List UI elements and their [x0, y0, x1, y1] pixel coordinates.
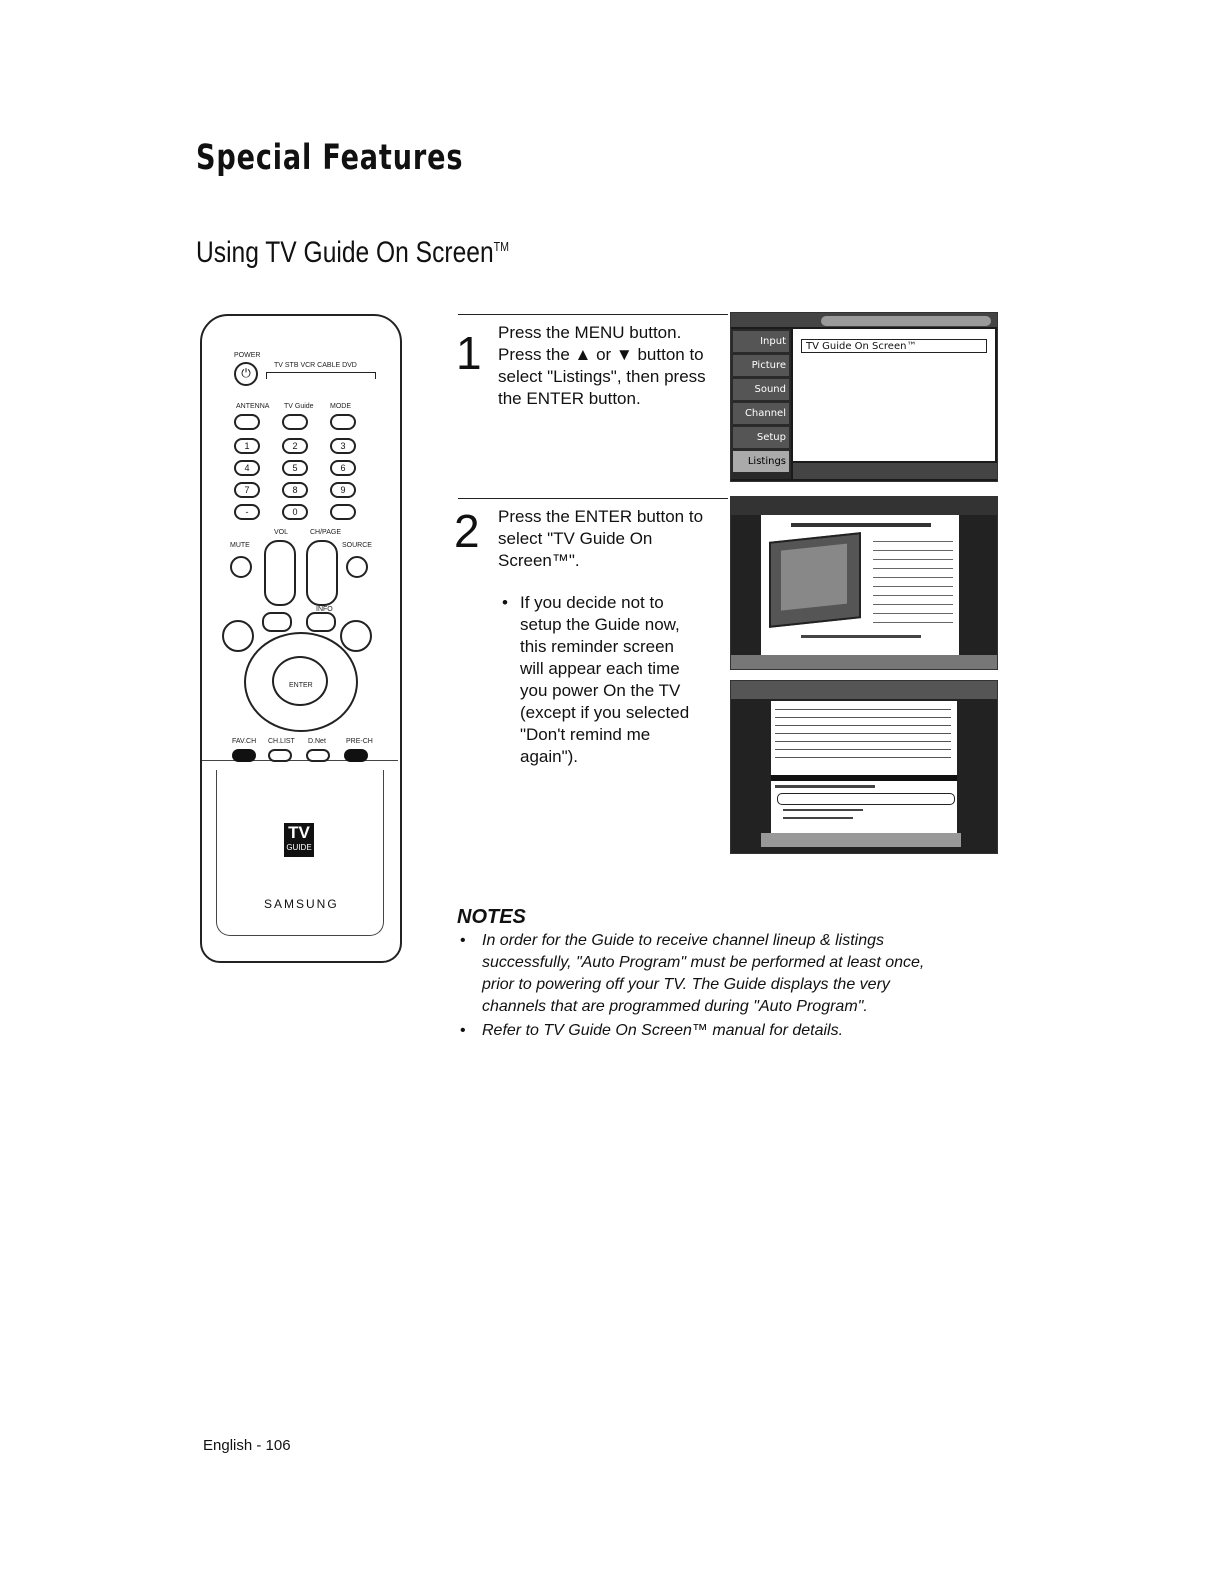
menu-item-sound: Sound: [733, 379, 789, 400]
reminder-question: [775, 785, 875, 788]
digit-button: 9: [330, 482, 356, 498]
menu-item-picture: Picture: [733, 355, 789, 376]
vol-rocker: [264, 540, 296, 606]
remote-divider: [202, 760, 398, 761]
digit-button: 1: [234, 438, 260, 454]
welcome-bottom-bar: [731, 655, 997, 669]
digit-button: 3: [330, 438, 356, 454]
welcome-footer-line: [801, 635, 921, 638]
step2-rule: [458, 498, 728, 499]
menu-item-input: Input: [733, 331, 789, 352]
enter-label: ENTER: [289, 682, 313, 689]
reminder-text-lines: [775, 705, 951, 761]
note-item-2: • Refer to TV Guide On Screen™ manual for details.: [482, 1020, 843, 1042]
prech-label: PRE-CH: [346, 738, 373, 745]
menu-sidebar: [731, 329, 791, 479]
reminder-option-selected: [777, 793, 955, 805]
info-label: INFO: [316, 606, 333, 613]
page-subtitle: Using TV Guide On Screen™: [196, 236, 510, 269]
digit-button: 0: [282, 504, 308, 520]
digit-button: 7: [234, 482, 260, 498]
welcome-heading-bar: [791, 523, 931, 527]
step1-rule: [458, 314, 728, 315]
exit-key: [340, 620, 372, 652]
digit-button: 2: [282, 438, 308, 454]
mode-label: MODE: [330, 403, 351, 410]
antenna-label: ANTENNA: [236, 403, 270, 410]
bullet-dot-icon: •: [502, 593, 508, 612]
vol-label: VOL: [274, 529, 289, 536]
page-footer: English - 106: [203, 1437, 291, 1454]
antenna-button: [234, 414, 260, 430]
notes-title: NOTES: [457, 906, 526, 928]
menu-content: [793, 329, 995, 461]
mode-indicator: [266, 372, 376, 379]
source-button: [346, 556, 368, 578]
tvguide-logo: TV GUIDE: [284, 823, 314, 857]
welcome-text-lines: [873, 537, 953, 627]
tv-set-illustration: [769, 532, 861, 628]
note-item-1: • In order for the Guide to receive channel lineup & listings successfully, "Auto Program" must be performed at least once, prior to powering off your TV. The Guide displays the very channels that are programmed during "Auto Program".: [460, 932, 925, 1015]
step2-text: Press the ENTER button to select "TV Guide On Screen™".: [498, 507, 704, 570]
menu-screenshot: [730, 312, 998, 482]
ch-rocker: [306, 540, 338, 606]
info-key: [306, 612, 336, 632]
reminder-divider: [771, 775, 957, 781]
bullet-dot-icon: •: [460, 932, 466, 949]
digit-button: 4: [234, 460, 260, 476]
menu-item-setup: Setup: [733, 427, 789, 448]
digit-button: 5: [282, 460, 308, 476]
welcome-screenshot: [730, 496, 998, 670]
mode-button: [330, 414, 356, 430]
favch-label: FAV.CH: [232, 738, 257, 745]
menu-item-listings: Listings: [733, 451, 789, 472]
prech-key: [330, 504, 356, 520]
reminder-option-later: [783, 809, 863, 811]
menu-selected-item: TV Guide On Screen™: [801, 339, 987, 353]
dnet-label: D.Net: [308, 738, 326, 745]
step1-text: Press the MENU button. Press the ▲ or ▼ button to select "Listings", then press the ENTER button.: [498, 323, 706, 408]
menu-key: [222, 620, 254, 652]
reminder-bottom-bar: [761, 833, 961, 847]
reminder-top-bar: [731, 681, 997, 699]
mode-labels: TV STB VCR CABLE DVD: [274, 362, 357, 369]
chlist-label: CH.LIST: [268, 738, 295, 745]
mute-button: [230, 556, 252, 578]
favch-button: [232, 749, 256, 762]
dnet-button: [306, 749, 330, 762]
power-button: ⏻: [234, 362, 258, 386]
tvguide-key: [262, 612, 292, 632]
brand-name: SAMSUNG: [264, 897, 339, 911]
chpage-label: CH/PAGE: [310, 529, 341, 536]
mute-label: MUTE: [230, 542, 250, 549]
digit-button: 8: [282, 482, 308, 498]
menu-item-channel: Channel: [733, 403, 789, 424]
enter-button: [272, 656, 328, 706]
menu-highlight-bar: [821, 316, 991, 326]
menu-bottom-bar: [793, 463, 997, 479]
step1-number: 1: [456, 327, 482, 379]
bullet-dot-icon: •: [460, 1022, 466, 1039]
reminder-screenshot: [730, 680, 998, 854]
prech-button: [344, 749, 368, 762]
digit-button: 6: [330, 460, 356, 476]
digit-button: -: [234, 504, 260, 520]
reminder-panel: [771, 701, 957, 833]
section-title: Special Features: [196, 138, 464, 178]
welcome-top-bar: [731, 497, 997, 515]
reminder-option-dont: [783, 817, 853, 819]
tvguide-label: TV Guide: [284, 403, 314, 410]
tv-set-screen: [781, 544, 847, 611]
power-label: POWER: [234, 352, 261, 359]
welcome-panel: [761, 515, 959, 655]
step2-number: 2: [454, 505, 480, 557]
chlist-button: [268, 749, 292, 762]
source-label: SOURCE: [342, 542, 372, 549]
step2-bullet: • If you decide not to setup the Guide now, this reminder screen will appear each time you power On the TV (except if you selected "Don't remind me again").: [502, 593, 690, 766]
tvguide-button: [282, 414, 308, 430]
